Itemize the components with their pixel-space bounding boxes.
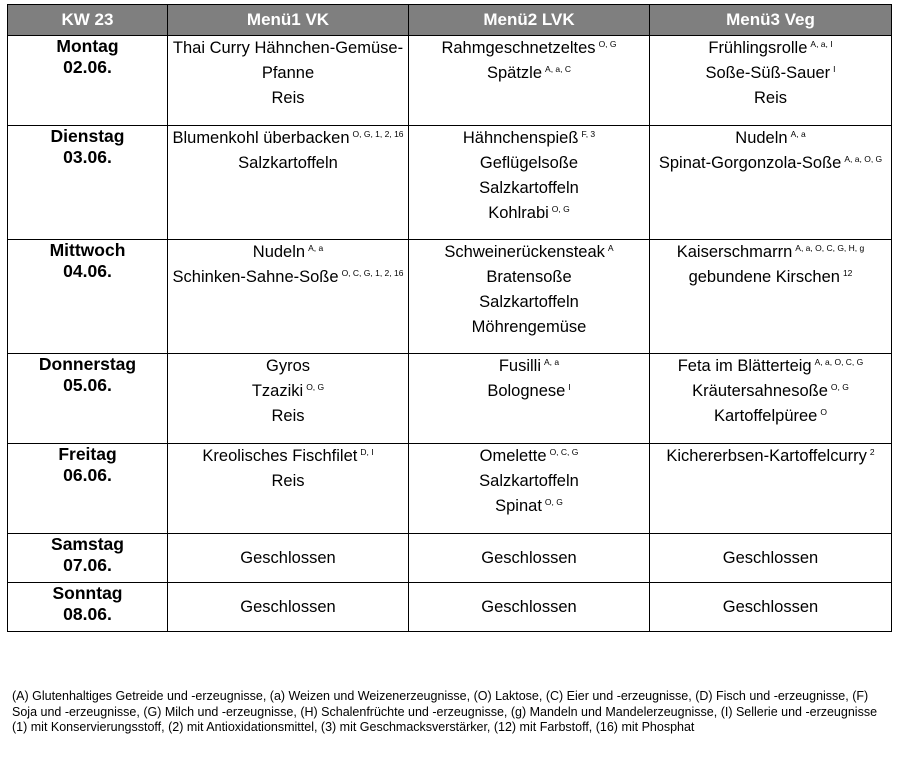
day-row <box>8 534 892 583</box>
allergen-codes: A, a, I <box>810 39 833 49</box>
dish-item <box>409 151 649 176</box>
allergen-codes: A, a <box>790 129 806 139</box>
dish-name: Bratensoße <box>486 268 572 286</box>
dish-name: Tzaziki <box>251 382 304 400</box>
dish-name: Feta im Blätterteig <box>677 357 812 375</box>
dish-item <box>650 354 891 379</box>
dish-name: Geschlossen <box>722 597 819 616</box>
day-cell <box>8 444 168 534</box>
day-date: 04.06. <box>63 261 112 281</box>
dish-item <box>409 61 649 86</box>
allergen-codes: F, 3 <box>581 129 596 139</box>
dish-item <box>168 126 408 151</box>
menu2-cell <box>409 583 650 632</box>
dish-name: Salzkartoffeln <box>238 154 338 172</box>
dish-item <box>650 240 891 265</box>
dish-name: Nudeln <box>252 243 306 261</box>
menu2-cell <box>409 354 650 444</box>
menu3-cell <box>650 36 892 126</box>
dish-name: Spätzle <box>486 64 543 82</box>
menu2-cell <box>409 444 650 534</box>
dish-item <box>168 240 408 265</box>
dish-item <box>650 36 891 61</box>
dish-item <box>409 176 649 201</box>
menu1-cell <box>168 444 409 534</box>
day-row <box>8 126 892 240</box>
dish-item <box>409 201 649 226</box>
day-date: 08.06. <box>63 604 112 624</box>
dish-item <box>168 469 408 494</box>
dish-name: Möhrengemüse <box>471 318 587 336</box>
dish-name: Geschlossen <box>481 597 577 616</box>
dish-item <box>409 546 649 571</box>
dish-name: Frühlingsrolle <box>708 39 808 57</box>
dish-name: Nudeln <box>735 129 788 147</box>
menu3-cell <box>650 354 892 444</box>
dish-item <box>650 126 891 151</box>
dish-item <box>650 151 891 176</box>
allergen-codes: I <box>833 64 836 74</box>
allergen-codes: O <box>820 407 827 417</box>
dish-item <box>650 86 891 111</box>
dish-item <box>409 444 649 469</box>
day-cell <box>8 126 168 240</box>
day-date: 07.06. <box>63 555 112 575</box>
dish-item <box>168 595 408 620</box>
menu3-cell <box>650 126 892 240</box>
day-name: Mittwoch <box>49 240 126 260</box>
dish-name: Spinat-Gorgonzola-Soße <box>658 154 842 172</box>
menu2-cell <box>409 36 650 126</box>
dish-item <box>409 469 649 494</box>
dish-name: Kaiserschmarrn <box>676 243 793 261</box>
dish-name: Geschlossen <box>240 597 336 616</box>
menu1-header: Menü1 VK <box>168 5 409 36</box>
dish-name: Kreolisches Fischfilet <box>202 447 358 465</box>
dish-item <box>409 290 649 315</box>
allergen-codes: A, a, O, G <box>844 154 883 164</box>
menu3-cell <box>650 534 892 583</box>
allergen-codes: A, a, C <box>545 64 572 74</box>
day-date: 05.06. <box>63 375 112 395</box>
allergen-codes: A, a, O, C, G <box>814 357 864 367</box>
allergen-codes: 2 <box>869 447 875 457</box>
dish-name: Bolognese <box>487 382 566 400</box>
menu3-cell <box>650 444 892 534</box>
dish-name: Soße-Süß-Sauer <box>705 64 831 82</box>
day-name: Samstag <box>51 534 124 554</box>
menu1-cell <box>168 126 409 240</box>
dish-name: Hähnchenspieß <box>462 129 579 147</box>
day-name: Montag <box>56 36 119 56</box>
day-cell <box>8 534 168 583</box>
allergen-codes: 12 <box>842 268 853 278</box>
day-cell <box>8 240 168 354</box>
allergen-codes: A <box>607 243 614 253</box>
day-row <box>8 444 892 534</box>
menu2-cell <box>409 534 650 583</box>
dish-name: Reis <box>271 472 305 490</box>
dish-name: Schinken-Sahne-Soße <box>172 268 339 286</box>
allergen-codes: I <box>568 382 571 392</box>
dish-item <box>168 546 408 571</box>
dish-name: Reis <box>753 89 787 107</box>
menu2-cell <box>409 240 650 354</box>
dish-item <box>168 354 408 379</box>
dish-item <box>650 404 891 429</box>
dish-name: Spinat <box>495 497 542 515</box>
dish-name: Kartoffelpüree <box>714 407 818 425</box>
menu3-cell <box>650 240 892 354</box>
day-row <box>8 240 892 354</box>
dish-item <box>168 444 408 469</box>
allergen-codes: O, G <box>830 382 849 392</box>
dish-item <box>409 595 649 620</box>
menu1-cell <box>168 583 409 632</box>
header-row <box>8 5 892 36</box>
week-header: KW 23 <box>8 5 168 36</box>
menu-body <box>8 36 892 632</box>
dish-item <box>168 151 408 176</box>
dish-name: Thai Curry Hähnchen-Gemüse-Pfanne <box>172 39 404 82</box>
dish-name: Geflügelsoße <box>479 154 579 172</box>
dish-item <box>168 404 408 429</box>
dish-item <box>409 315 649 340</box>
allergen-codes: O, G, 1, 2, 16 <box>352 129 404 139</box>
dish-name: Rahmgeschnetzeltes <box>441 39 596 57</box>
menu1-cell <box>168 534 409 583</box>
dish-item <box>650 595 891 620</box>
allergen-codes: A, a, O, C, G, H, g <box>795 243 865 253</box>
dish-item <box>650 546 891 571</box>
dish-item <box>409 126 649 151</box>
dish-name: Omelette <box>479 447 547 465</box>
dish-item <box>409 265 649 290</box>
dish-item <box>409 240 649 265</box>
dish-name: Geschlossen <box>240 548 336 567</box>
dish-item <box>168 379 408 404</box>
dish-name: Schweinerückensteak <box>444 243 605 261</box>
dish-item <box>409 494 649 519</box>
dish-name: Salzkartoffeln <box>479 472 579 490</box>
allergen-codes: O, C, G, 1, 2, 16 <box>341 268 404 278</box>
allergen-codes: O, G <box>551 204 570 214</box>
day-name: Freitag <box>58 444 117 464</box>
dish-name: Blumenkohl überbacken <box>172 129 350 147</box>
allergen-codes: O, G <box>598 39 617 49</box>
dish-item <box>650 379 891 404</box>
dish-item <box>650 265 891 290</box>
allergen-codes: O, G <box>544 497 563 507</box>
allergen-codes: A, a <box>544 357 560 367</box>
day-row <box>8 583 892 632</box>
menu3-header: Menü3 Veg <box>650 5 892 36</box>
day-cell <box>8 354 168 444</box>
day-row <box>8 354 892 444</box>
dish-name: Kräutersahnesoße <box>692 382 828 400</box>
dish-item <box>168 86 408 111</box>
day-row <box>8 36 892 126</box>
day-cell <box>8 36 168 126</box>
dish-name: Geschlossen <box>722 548 819 567</box>
menu1-cell <box>168 240 409 354</box>
dish-item <box>650 444 891 469</box>
dish-name: Gyros <box>265 357 310 375</box>
menu1-cell <box>168 354 409 444</box>
dish-item <box>168 36 408 86</box>
dish-name: Kichererbsen-Kartoffelcurry <box>666 447 867 465</box>
menu2-header: Menü2 LVK <box>409 5 650 36</box>
day-name: Dienstag <box>50 126 125 146</box>
day-date: 02.06. <box>63 57 112 77</box>
menu3-cell <box>650 583 892 632</box>
dish-name: Kohlrabi <box>488 204 549 222</box>
menu2-cell <box>409 126 650 240</box>
dish-item <box>409 36 649 61</box>
dish-item <box>409 354 649 379</box>
day-date: 06.06. <box>63 465 112 485</box>
dish-name: Reis <box>271 89 305 107</box>
dish-item <box>650 61 891 86</box>
allergen-codes: A, a <box>308 243 324 253</box>
allergen-codes: O, C, G <box>549 447 579 457</box>
dish-name: Salzkartoffeln <box>479 293 579 311</box>
allergen-legend: (A) Glutenhaltiges Getreide und -erzeugnisse, (a) Weizen und Weizenerzeugnisse, (O) Laktose, (C) Eier und -erzeugnisse, (D) Fisch und -erzeugnisse, (F) Soja und -erzeugnisse, (G) Milch und -erzeugnisse, (H) Schalenfrüchte und -erzeugnisse, (g) Mandeln und Mandelerzeugnisse, (I) Sellerie und -erzeugnisse (1) mit Konservierungsstoff, (2) mit Antioxidationsmittel, (3) mit Geschmacksverstärker, (12) mit Farbstoff, (16) mit Phosphat <box>12 689 878 734</box>
day-name: Donnerstag <box>38 354 137 374</box>
weekly-menu-table <box>7 4 892 632</box>
day-name: Sonntag <box>52 583 123 603</box>
dish-name: Geschlossen <box>481 548 577 567</box>
dish-item <box>409 379 649 404</box>
allergen-codes: D, I <box>360 447 374 457</box>
dish-name: Salzkartoffeln <box>479 179 579 197</box>
dish-item <box>168 265 408 290</box>
dish-name: Reis <box>271 407 305 425</box>
dish-name: gebundene Kirschen <box>688 268 840 286</box>
day-date: 03.06. <box>63 147 112 167</box>
menu1-cell <box>168 36 409 126</box>
dish-name: Fusilli <box>498 357 542 375</box>
day-cell <box>8 583 168 632</box>
allergen-codes: O, G <box>306 382 325 392</box>
